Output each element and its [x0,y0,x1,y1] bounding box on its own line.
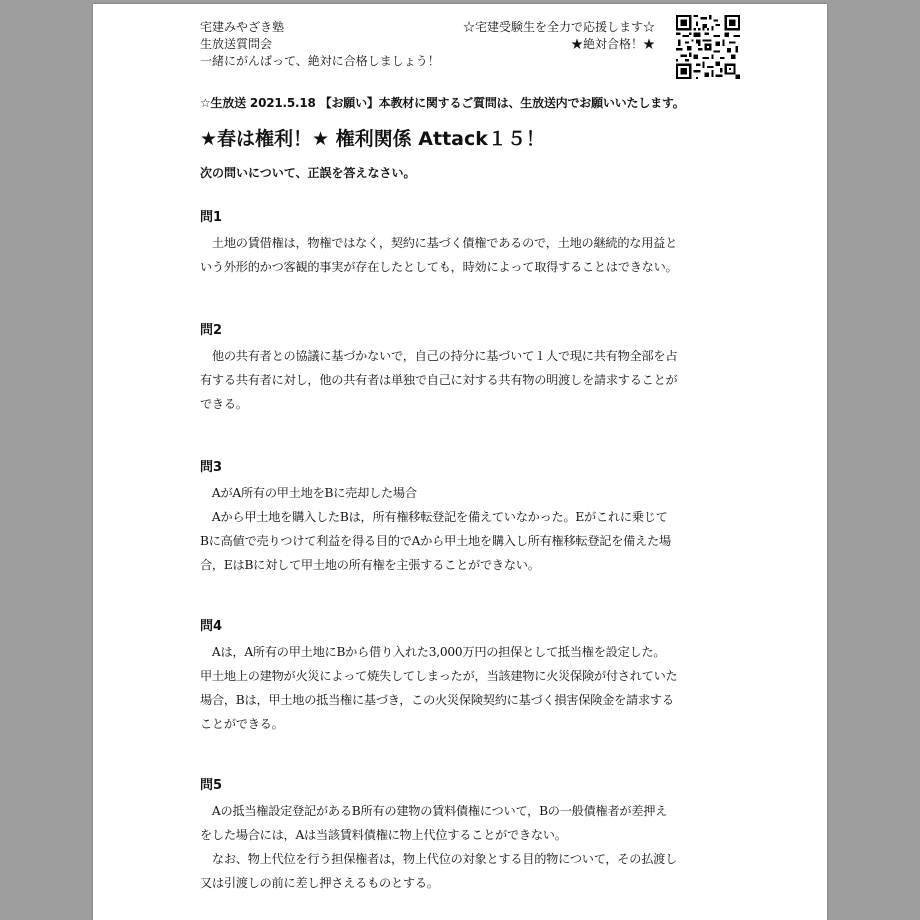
question-text-line: 他の共有者との協議に基づかないで，自己の持分に基づいて１人で現に共有物全部を占 [200,349,678,363]
question-text-line: 場合，Bは，甲土地の抵当権に基づき，この火災保険契約に基づく損害保険金を請求する [200,693,674,707]
live-broadcast-notice: ☆生放送 2021.5.18 【お願い】本教材に関するご質問は、生放送内でお願いいたします。 [200,96,685,110]
question-text-line: なお、物上代位を行う担保権者は，物上代位の対象とする目的物について，その払渡し [200,852,678,866]
header-left [200,19,440,70]
question-text-line: をした場合には，Aは当該賃料債権に物上代位することができない。 [200,828,567,842]
question-text-line: 土地の賃借権は，物権ではなく，契約に基づく債権であるので，土地の継続的な用益と [200,236,678,250]
question-text-line: 甲土地上の建物が火災によって焼失してしまったが，当該建物に火災保険が付されていた [200,669,678,683]
question-label: 問5 [200,778,223,793]
question-label: 問1 [200,210,223,225]
header-school-name: 宅建みやざき塾 [200,20,285,34]
question-text-line: 又は引渡しの前に差し押さえるものとする。 [200,876,439,890]
question-text-line: できる。 [200,397,248,411]
question-3 [200,459,740,577]
question-1 [200,209,740,279]
question-text-line: ことができる。 [200,717,284,731]
question-4 [200,618,740,736]
question-5 [200,777,740,895]
question-text-line: Bに高値で売りつけて利益を得る目的でAから甲土地を購入し所有権移転登記を備えた場 [200,534,671,548]
header-pass-message: ★絶対合格！★ [570,37,655,51]
question-2 [200,322,740,416]
question-label: 問4 [200,619,223,634]
question-text-line: AがA所有の甲土地をBに売却した場合 [200,486,417,500]
question-text-line: Aは，A所有の甲土地にBから借り入れた3,000万円の担保として抵当権を設定した。 [200,645,666,659]
question-text-line: いう外形的かつ客観的事実が存在したとしても，時効によって取得することはできない。 [200,260,678,274]
page-title: ★春は権利！★ 権利関係 Attack１５！ [200,128,545,150]
instruction: 次の問いについて、正誤を答えなさい。 [200,166,416,180]
document-page [93,4,827,920]
header-session-name: 生放送質問会 [200,37,273,51]
question-text-line: 合，EはBに対して甲土地の所有権を主張することができない。 [200,558,540,572]
header-encouragement: 一緒にがんばって、絶対に合格しましょう！ [200,54,440,68]
question-label: 問2 [200,323,223,338]
header-support-message: ☆宅建受験生を全力で応援します☆ [462,20,655,34]
question-text-line: 有する共有者に対し，他の共有者は単独で自己に対する共有物の明渡しを請求することが [200,373,678,387]
question-text-line: Aの抵当権設定登記があるB所有の建物の賃料債権について，Bの一般債権者が差押え [200,804,668,818]
qr-code-icon [676,15,740,79]
question-label: 問3 [200,460,223,475]
question-text-line: Aから甲土地を購入したBは，所有権移転登記を備えていなかった。Eがこれに乗じて [200,510,668,524]
header-right [463,19,655,53]
